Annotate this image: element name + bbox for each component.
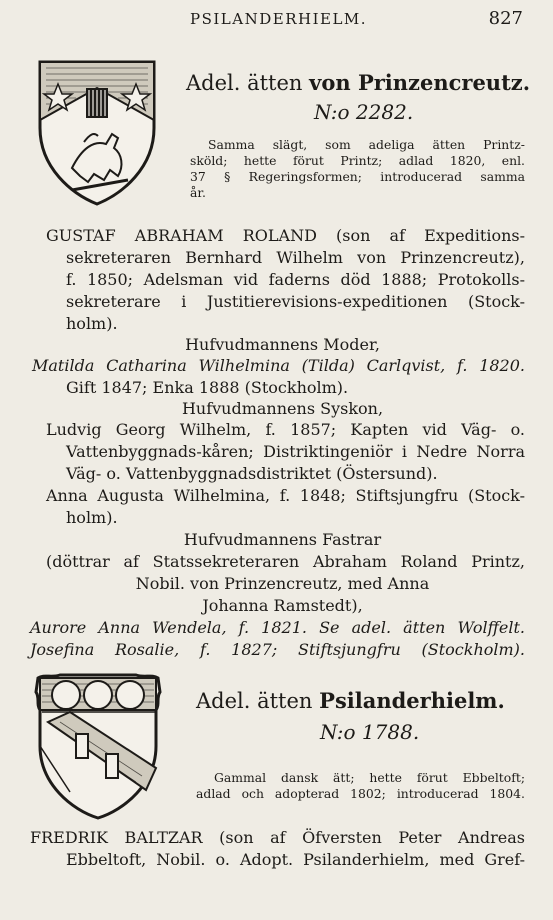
- entry1-body-line: f. 1850; Adelsman vid faderns död 1888; Protokolls-: [66, 270, 525, 289]
- entry1-body-line: Ludvig Georg Wilhelm, f. 1857; Kapten vid Väg- o.: [46, 420, 525, 439]
- entry1-title: [186, 70, 530, 95]
- entry1-note-line: år.: [190, 185, 206, 200]
- entry2-body-line: FREDRIK BALTZAR (son af Öfversten Peter Andreas: [30, 828, 525, 847]
- entry1-body-line: Aurore Anna Wendela, f. 1821. Se adel. ätten Wolffelt.: [30, 618, 525, 637]
- running-head-title: PSILANDERHIELM.: [190, 10, 368, 28]
- entry1-title-name: von Prinzencreutz.: [309, 70, 531, 95]
- entry1-note-line: 37 § Regeringsformen; introducerad samma: [190, 169, 525, 184]
- entry2-number: N:o 1788.: [320, 720, 420, 744]
- entry1-body-line: Johanna Ramstedt),: [202, 596, 363, 615]
- entry2-note-line: adlad och adopterad 1802; introducerad 1804.: [196, 786, 525, 801]
- entry1-title-prefix: Adel. ätten: [186, 71, 303, 95]
- entry1-body-line: Josefina Rosalie, f. 1827; Stiftsjungfru (Stockholm).: [30, 640, 525, 659]
- entry2-body-line: Ebbeltoft, Nobil. o. Adopt. Psilanderhielm, med Gref-: [66, 850, 525, 869]
- entry2-title: [196, 688, 505, 713]
- entry1-note-line: Samma slägt, som adeliga ätten Printz-: [208, 137, 525, 152]
- entry2-note-line: Gammal dansk ätt; hette förut Ebbeltoft;: [214, 770, 525, 785]
- entry1-body-line: sekreteraren Bernhard Wilhelm von Prinzencreutz),: [66, 248, 525, 267]
- entry2-title-prefix: Adel. ätten: [196, 689, 313, 713]
- entry1-body-line: sekreterare i Justitierevisions-expeditionen (Stock-: [66, 292, 525, 311]
- entry1-heading-fastrar: Hufvudmannens Fastrar: [183, 530, 382, 549]
- entry1-body-line: holm).: [66, 508, 118, 527]
- entry1-body-line: Gift 1847; Enka 1888 (Stockholm).: [66, 378, 349, 397]
- entry1-body-line: Anna Augusta Wilhelmina, f. 1848; Stiftsjungfru (Stock-: [46, 486, 525, 505]
- entry1-body-line: (döttrar af Statssekreteraren Abraham Roland Printz,: [46, 552, 525, 571]
- entry1-body-line: holm).: [66, 314, 118, 333]
- entry1-note-line: sköld; hette förut Printz; adlad 1820, enl.: [190, 153, 525, 168]
- entry2-title-name: Psilanderhielm.: [319, 688, 505, 713]
- entry1-body-line: GUSTAF ABRAHAM ROLAND (son af Expeditions-: [46, 226, 525, 245]
- entry1-body-line: Nobil. von Prinzencreutz, med Anna: [135, 574, 430, 593]
- coat-of-arms-prinzencreutz-icon: [32, 58, 162, 208]
- entry1-body-line: Matilda Catharina Wilhelmina (Tilda) Carlqvist, f. 1820.: [32, 356, 525, 375]
- entry1-heading-moder: Hufvudmannens Moder,: [185, 335, 380, 354]
- entry1-number: N:o 2282.: [314, 100, 414, 124]
- running-head: [190, 10, 523, 28]
- entry1-body-line: Vattenbyggnads-kåren; Distriktingeniör i Nedre Norra: [66, 442, 525, 461]
- entry1-body-line: Väg- o. Vattenbyggnadsdistriktet (Östersund).: [66, 464, 438, 483]
- entry1-heading-syskon: Hufvudmannens Syskon,: [181, 399, 384, 418]
- page-number: 827: [488, 8, 523, 29]
- coat-of-arms-psilanderhielm-icon: [30, 672, 166, 822]
